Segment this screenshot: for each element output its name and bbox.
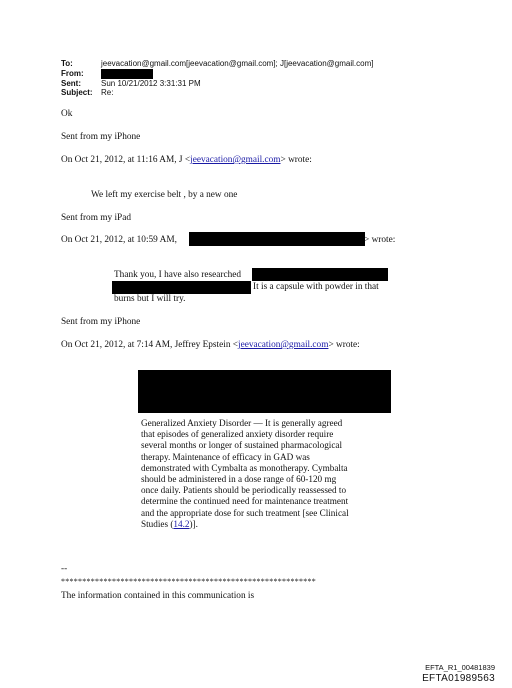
to-value: jeevacation@gmail.com[jeevacation@gmail.com]; J[jeevacation@gmail.com] <box>101 59 374 68</box>
quote-header-1-pre: On Oct 21, 2012, at 11:16 AM, J < <box>61 155 191 165</box>
paragraph-line: that episodes of generalized anxiety disorder require <box>141 429 334 440</box>
quote-header-3-post: > wrote: <box>328 340 360 350</box>
email-header <box>61 59 373 98</box>
quote-header-2-pre: On Oct 21, 2012, at 10:59 AM, <box>61 235 177 245</box>
quote-header-3 <box>61 340 360 351</box>
message-2-line-1: Thank you, I have also researched <box>114 270 242 280</box>
to-label: To: <box>61 59 73 68</box>
paragraph-line: several months or longer of sustained pharmacological <box>141 440 343 451</box>
paragraph-line: once daily. Patients should be periodically reassessed to <box>141 485 347 496</box>
message-2-line-3: burns but I will try. <box>114 294 186 304</box>
signature-ipad: Sent from my iPad <box>61 213 131 223</box>
paragraph-line: and the appropriate dose for such treatment [see Clinical <box>141 507 349 518</box>
paragraph-line: determine the continued need for maintenance treatment <box>141 496 349 507</box>
quote-header-2 <box>61 235 177 246</box>
research-redaction-1 <box>252 268 388 281</box>
sent-value: Sun 10/21/2012 3:31:31 PM <box>101 78 201 88</box>
subject-label: Subject: <box>61 88 93 98</box>
message-1: We left my exercise belt , by a new one <box>91 190 238 200</box>
sent-label: Sent: <box>61 78 81 88</box>
quote-header-1-post: > wrote: <box>280 155 312 165</box>
from-redaction <box>101 69 153 79</box>
quote-header-3-pre: On Oct 21, 2012, at 7:14 AM, Jeffrey Epstein < <box>61 340 239 350</box>
from-label: From: <box>61 68 84 78</box>
studies-post: )]. <box>189 518 198 529</box>
to-row <box>61 59 373 69</box>
bates-stamp-1: EFTA_R1_00481839 <box>425 663 495 672</box>
from-row <box>61 69 373 79</box>
block-redaction <box>138 370 391 413</box>
disclaimer-text: The information contained in this communication is <box>61 591 255 601</box>
quote-header-2-post: > wrote: <box>364 235 396 245</box>
paragraph-line: therapy. Maintenance of efficacy in GAD was <box>141 451 310 462</box>
ok-text: Ok <box>61 109 73 119</box>
sent-row <box>61 79 373 89</box>
sender-redaction <box>189 232 365 246</box>
studies-pre: Studies ( <box>141 518 174 529</box>
bates-stamp-2: EFTA01989563 <box>422 673 495 684</box>
paragraph-line: demonstrated with Cymbalta as monotherapy. Cymbalta <box>141 462 348 473</box>
separator-dash: -- <box>61 564 68 574</box>
quoted-paragraph <box>141 418 381 530</box>
paragraph-line-last <box>141 519 381 530</box>
subject-row <box>61 88 373 98</box>
research-redaction-2 <box>112 281 251 294</box>
separator-stars: ************************************************************ <box>61 577 316 586</box>
message-2-line-2: It is a capsule with powder in that <box>253 282 379 292</box>
paragraph-line: should be administered in a dose range of 60-120 mg <box>141 474 337 485</box>
signature-iphone-1: Sent from my iPhone <box>61 132 141 142</box>
signature-iphone-2: Sent from my iPhone <box>61 317 141 327</box>
paragraph-line: Generalized Anxiety Disorder — It is generally agreed <box>141 418 343 428</box>
quote-header-1 <box>61 155 312 166</box>
studies-link[interactable]: 14.2 <box>173 518 190 529</box>
email-link-1[interactable]: jeevacation@gmail.com <box>190 155 281 165</box>
email-link-2[interactable]: jeevacation@gmail.com <box>238 340 329 350</box>
subject-value: Re: <box>101 88 114 98</box>
